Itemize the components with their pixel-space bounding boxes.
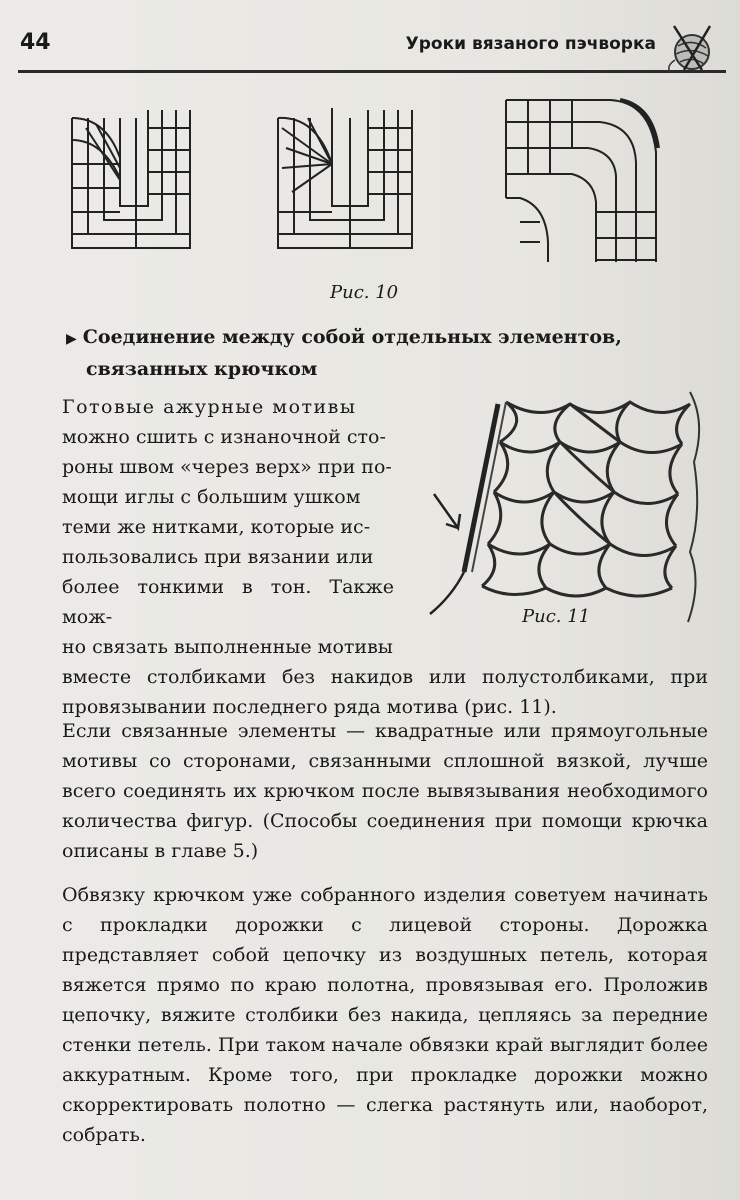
p1-line: пользовались при вязании или (62, 546, 374, 568)
paragraph-1 (62, 392, 394, 662)
page-number: 44 (20, 30, 51, 55)
yarn-ball-icon (662, 22, 722, 74)
p1-line: роны швом «через верх» при по- (62, 456, 392, 478)
fig10-caption: Рис. 10 (330, 282, 399, 303)
paragraph-3: Обвязку крючком уже собранного изделия советуем начинать с прокладки дорожки с лицевой стороны. Дорожка представляет собой цепочку из воздушных петель, которая вяжется прямо по краю полотна, провязывая его. Проложив цепочку, вяжите столбики без накида, цепляясь за передние стенки петель. При таком начале обвязки край выглядит более аккуратным. Кроме того, при прокладке дорожки можно скорректировать полотно — слегка растянуть или, наоборот, собрать. (62, 884, 708, 1146)
fig11-caption: Рис. 11 (522, 606, 591, 627)
section-heading (66, 322, 686, 384)
p1-line: Готовые ажурные мотивы (62, 396, 357, 418)
fig10-diagram-right (500, 92, 670, 268)
fig11-mesh-illustration (420, 382, 710, 640)
heading-marker-icon: ▶ (66, 331, 77, 347)
p1-line: можно сшить с изнаночной сто- (62, 426, 386, 448)
p1-line: теми же нитками, которые ис- (62, 516, 371, 538)
heading-line-1: Соединение между собой отдельных элементов, (82, 326, 622, 348)
p1-line: но связать выполненные мотивы (62, 636, 393, 658)
paragraph-1-continuation: вместе столбиками без накидов или полустолбиками, при провязывании последнего ряда мотива (рис. 11). (62, 666, 708, 718)
fig10-diagram-middle (272, 88, 418, 260)
p1-line: мощи иглы с большим ушком (62, 486, 361, 508)
heading-line-2: связанных крючком (86, 358, 318, 380)
fig10-diagram-left (66, 88, 196, 260)
paragraph-2: Если связанные элементы — квадратные или прямоугольные мотивы со сторонами, связанными сплошной вязкой, лучше всего соединять их крючком после вывязывания необходимого количества фигур. (Способы соединения при помощи крючка описаны в главе 5.) (62, 720, 708, 862)
p1-line: более тонкими в тон. Также мож- (62, 576, 394, 628)
running-title: Уроки вязаного пэчворка (405, 34, 656, 54)
page-header (18, 18, 726, 73)
